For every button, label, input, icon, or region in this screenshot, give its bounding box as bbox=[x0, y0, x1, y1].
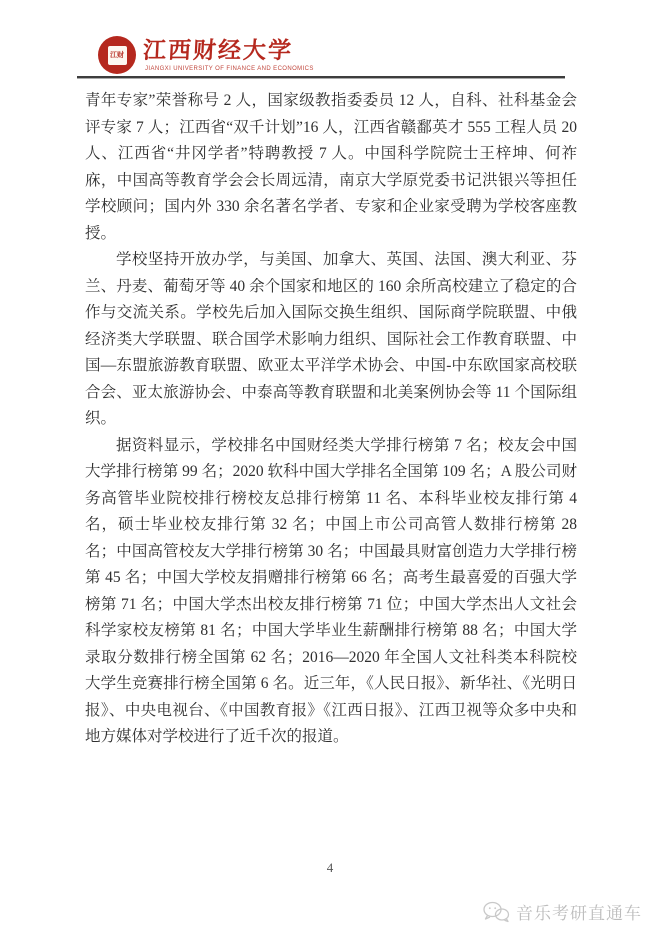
watermark-label: 音乐考研直通车 bbox=[516, 904, 642, 923]
header-divider bbox=[77, 76, 565, 79]
university-name: 江西财经大学 bbox=[142, 38, 294, 63]
page-number: 4 bbox=[326, 860, 334, 875]
watermark bbox=[482, 899, 642, 924]
university-seal-icon bbox=[98, 36, 136, 74]
wechat-icon bbox=[482, 900, 510, 924]
university-name-block bbox=[143, 36, 314, 73]
paragraph-honors: 青年专家”荣誉称号 2 人，国家级教指委委员 12 人，自科、社科基金会评专家 7 人；江西省“双千计划”16 人，江西省赣鄱英才 555 工程人员 20 人、江西省“井冈学者”特聘教授 7 人。中国科学院院士王梓坤、何祚庥，中国高等教育学会会长周远清，南京大学原党委书记洪银兴等担任学校顾问；国内外 330 余名著名学者、专家和企业家受聘为学校客座教授。 bbox=[85, 92, 577, 242]
seal-characters: 江财 bbox=[108, 46, 127, 65]
university-name-english: JIANGXI UNIVERSITY OF FINANCE AND ECONOMICS bbox=[145, 66, 314, 72]
paragraph-international: 学校坚持开放办学，与美国、加拿大、英国、法国、澳大利亚、芬兰、丹麦、葡萄牙等 40 余个国家和地区的 160 余所高校建立了稳定的合作与交流关系。学校先后加入国际交换生组织、国际商学院联盟、中俄经济类大学联盟、联合国学术影响力组织、国际社会工作教育联盟、中国—东盟旅游教育联盟、欧亚太平洋学术协会、中国-中东欧国家高校联合会、亚太旅游协会、中泰高等教育联盟和北美案例协会等 11 个国际组织。 bbox=[85, 251, 577, 427]
paragraph-rankings: 据资料显示，学校排名中国财经类大学排行榜第 7 名；校友会中国大学排行榜第 99 名；2020 软科中国大学排名全国第 109 名；A 股公司财务高管毕业院校排行榜校友总排行榜第 11 名、本科毕业校友排行第 4 名，硕士毕业校友排行第 32 名；中国上市公司高管人数排行榜第 28 名；中国高管校友大学排行榜第 30 名；中国最具财富创造力大学排行榜第 45 名；中国大学校友捐赠排行榜第 66 名；高考生最喜爱的百强大学榜第 71 名；中国大学杰出校友排行榜第 71 位；中国大学杰出人文社会科学家校友榜第 81 名；中国大学毕业生薪酬排行榜第 88 名；中国大学录取分数排行榜全国第 62 名；2016—2020 年全国人文社科类本科院校大学生竞赛排行榜全国第 6 名。近三年，《人民日报》、新华社、《光明日报》、中央电视台、《中国教育报》《江西日报》、江西卫视等众多中央和地方媒体对学校进行了近千次的报道。 bbox=[85, 436, 577, 745]
document-body bbox=[85, 88, 577, 751]
university-logo bbox=[98, 36, 314, 74]
